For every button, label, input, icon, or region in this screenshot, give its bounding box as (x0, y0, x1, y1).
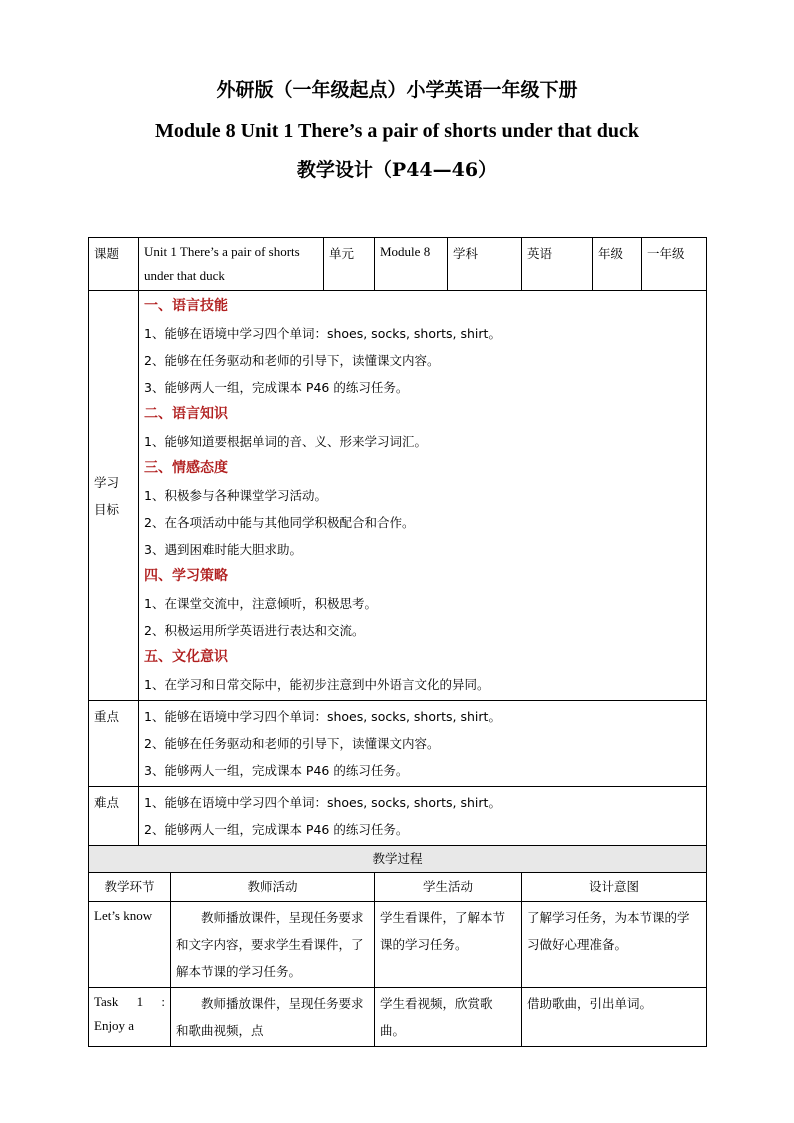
difficult-point-item: 1、能够在语境中学习四个单词：shoes, socks, shorts, shirt。 (144, 795, 501, 810)
grade-label: 年级 (593, 238, 642, 291)
goals-item: 2、积极运用所学英语进行表达和交流。 (144, 623, 365, 638)
topic-label: 课题 (89, 238, 139, 291)
goals-item: 2、在各项活动中能与其他同学积极配合和合作。 (144, 515, 415, 530)
process-step: Task 1 : Enjoy a (89, 988, 171, 1047)
difficult-point-item: 2、能够两人一组，完成课本 P46 的练习任务。 (144, 822, 409, 837)
goals-heading: 四、学习策略 (144, 568, 228, 584)
goals-item: 2、能够在任务驱动和老师的引导下，读懂课文内容。 (144, 353, 440, 368)
goals-item: 1、积极参与各种课堂学习活动。 (144, 488, 327, 503)
process-teacher: 教师播放课件，呈现任务要求和歌曲视频，点 (171, 988, 375, 1047)
process-header-row (89, 873, 707, 902)
process-row (89, 902, 707, 988)
process-step: Let’s know (89, 902, 171, 988)
goals-label (89, 291, 139, 701)
goals-heading: 一、语言技能 (144, 298, 228, 314)
topic-value: Unit 1 There’s a pair of shorts under that duck (139, 238, 324, 291)
process-intent: 借助歌曲，引出单词。 (522, 988, 707, 1047)
goals-item: 3、能够两人一组，完成课本 P46 的练习任务。 (144, 380, 409, 395)
document-subtitle: Module 8 Unit 1 There’s a pair of shorts under that duck (155, 120, 639, 142)
process-col-intent: 设计意图 (522, 873, 707, 902)
goals-heading: 三、情感态度 (144, 460, 228, 476)
grade-value: 一年级 (642, 238, 707, 291)
difficult-points-label: 难点 (89, 787, 139, 846)
process-col-teacher: 教师活动 (171, 873, 375, 902)
key-point-item: 1、能够在语境中学习四个单词：shoes, socks, shorts, shirt。 (144, 709, 501, 724)
goals-label-line1: 学习 (94, 474, 120, 490)
goals-item: 1、在课堂交流中，注意倾听，积极思考。 (144, 596, 377, 611)
document-title: 外研版（一年级起点）小学英语一年级下册 (216, 79, 578, 101)
process-title-row (89, 846, 707, 873)
goals-item: 3、遇到困难时能大胆求助。 (144, 542, 302, 557)
goals-item: 1、能够知道要根据单词的音、义、形来学习词汇。 (144, 434, 427, 449)
process-intent: 了解学习任务，为本节课的学习做好心理准备。 (522, 902, 707, 988)
process-student: 学生看视频，欣赏歌曲。 (375, 988, 522, 1047)
difficult-points-row (89, 787, 707, 846)
process-title: 教学过程 (89, 846, 707, 873)
subject-label: 学科 (448, 238, 522, 291)
subject-value: 英语 (522, 238, 593, 291)
info-row (89, 238, 707, 291)
goals-heading: 五、文化意识 (144, 649, 228, 665)
key-point-item: 2、能够在任务驱动和老师的引导下，读懂课文内容。 (144, 736, 440, 751)
difficult-points-content (139, 787, 707, 846)
goals-item: 1、能够在语境中学习四个单词：shoes, socks, shorts, shirt。 (144, 326, 501, 341)
process-col-student: 学生活动 (375, 873, 522, 902)
document-page-range: 教学设计（P44—46） (296, 159, 498, 181)
process-row (89, 988, 707, 1047)
process-student: 学生看课件，了解本节课的学习任务。 (375, 902, 522, 988)
unit-label: 单元 (324, 238, 375, 291)
process-teacher: 教师播放课件，呈现任务要求和文字内容，要求学生看课件，了解本节课的学习任务。 (171, 902, 375, 988)
key-points-content (139, 701, 707, 787)
key-point-item: 3、能够两人一组，完成课本 P46 的练习任务。 (144, 763, 409, 778)
goals-heading: 二、语言知识 (144, 406, 228, 422)
goals-row (89, 291, 707, 701)
goals-item: 1、在学习和日常交际中，能初步注意到中外语言文化的异同。 (144, 677, 490, 692)
process-col-step: 教学环节 (89, 873, 171, 902)
goals-content (139, 291, 707, 701)
unit-value: Module 8 (375, 238, 448, 291)
lesson-plan-table (88, 237, 707, 1047)
key-points-row (89, 701, 707, 787)
goals-label-line2: 目标 (94, 501, 120, 517)
key-points-label: 重点 (89, 701, 139, 787)
